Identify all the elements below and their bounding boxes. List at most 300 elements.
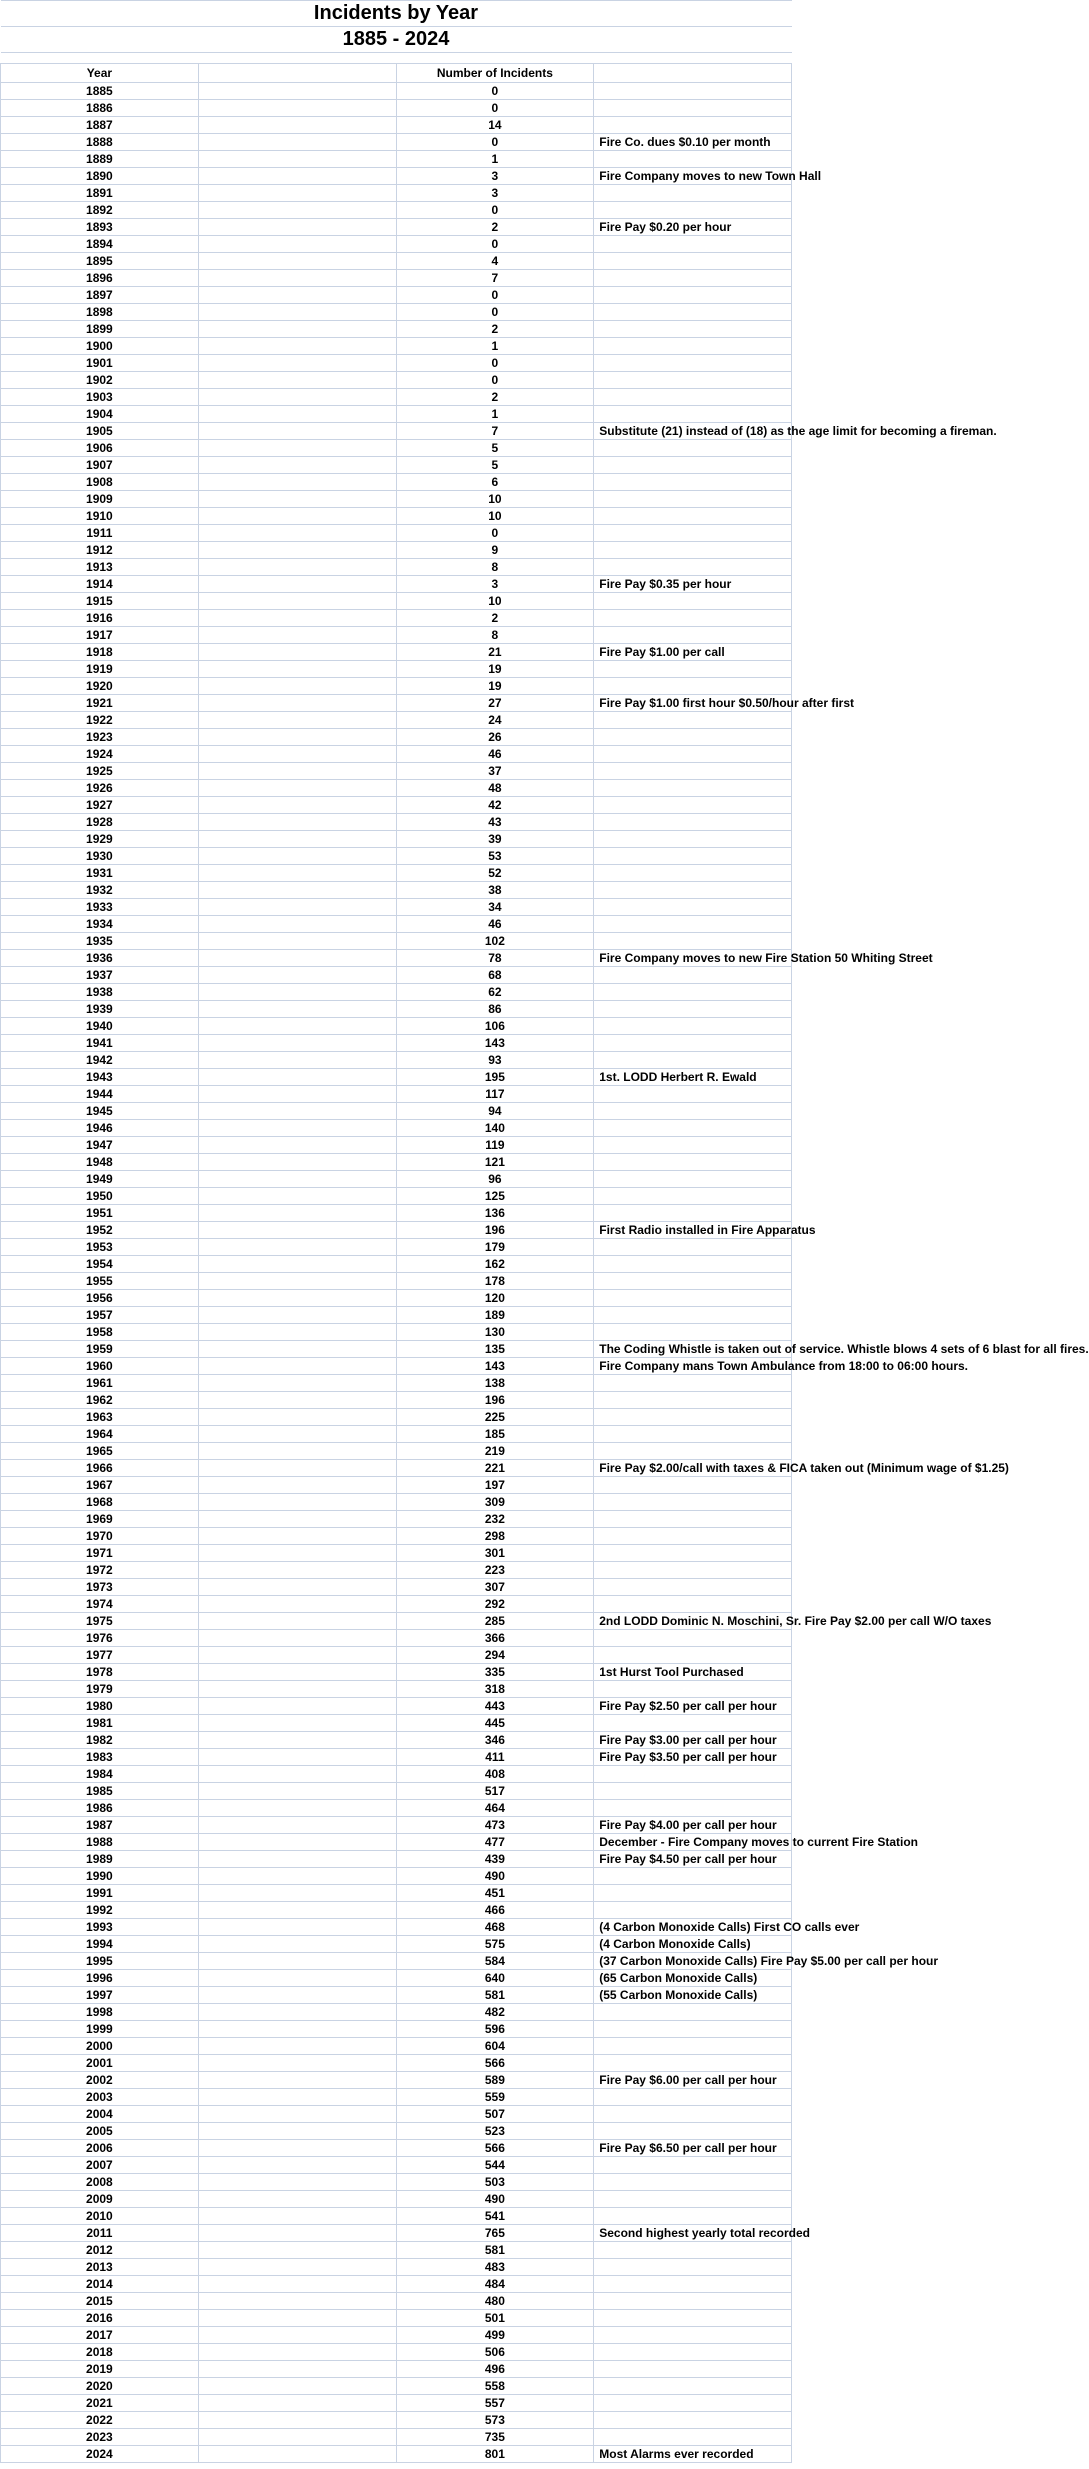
blank-cell [198,2293,396,2310]
spacer-row [1,53,792,64]
year-cell: 1919 [1,661,199,678]
blank-cell [198,1222,396,1239]
incident-count-cell: 408 [396,1766,594,1783]
blank-cell [198,2021,396,2038]
incident-count-cell: 604 [396,2038,594,2055]
incident-count-cell: 581 [396,1987,594,2004]
table-row [1,1936,792,1953]
year-cell: 2023 [1,2429,199,2446]
note-cell [594,2174,792,2191]
incident-count-cell: 496 [396,2361,594,2378]
table-row [1,287,792,304]
note-cell: Fire Company moves to new Town Hall [594,168,792,185]
year-cell: 1984 [1,1766,199,1783]
year-cell: 2002 [1,2072,199,2089]
note-cell [594,2259,792,2276]
incident-count-cell: 468 [396,1919,594,1936]
blank-cell [198,1256,396,1273]
year-cell: 1987 [1,1817,199,1834]
table-row [1,1460,792,1477]
incident-count-cell: 225 [396,1409,594,1426]
note-cell [594,1273,792,1290]
table-row [1,763,792,780]
blank-cell [198,1834,396,1851]
year-cell: 1920 [1,678,199,695]
blank-cell [198,593,396,610]
incident-count-cell: 46 [396,916,594,933]
note-cell [594,1511,792,1528]
year-cell: 1953 [1,1239,199,1256]
year-cell: 1933 [1,899,199,916]
note-cell [594,678,792,695]
note-cell: The Coding Whistle is taken out of service. Whistle blows 4 sets of 6 blast for all fires. [594,1341,792,1358]
year-cell: 1995 [1,1953,199,1970]
incident-count-cell: 7 [396,423,594,440]
year-cell: 1971 [1,1545,199,1562]
table-row [1,440,792,457]
incident-count-cell: 102 [396,933,594,950]
note-cell [594,1120,792,1137]
incident-count-cell: 117 [396,1086,594,1103]
incident-count-cell: 307 [396,1579,594,1596]
year-cell: 1944 [1,1086,199,1103]
incident-count-cell: 366 [396,1630,594,1647]
note-cell [594,763,792,780]
blank-cell [198,2055,396,2072]
table-row [1,270,792,287]
year-cell: 1993 [1,1919,199,1936]
incident-count-cell: 130 [396,1324,594,1341]
year-cell: 1934 [1,916,199,933]
blank-cell [198,729,396,746]
incident-count-cell: 477 [396,1834,594,1851]
table-row [1,2174,792,2191]
blank-cell [198,1001,396,1018]
blank-cell [198,2106,396,2123]
year-cell: 1888 [1,134,199,151]
blank-cell [198,1307,396,1324]
note-cell: First Radio installed in Fire Apparatus [594,1222,792,1239]
table-row [1,1579,792,1596]
blank-cell [198,1426,396,1443]
table-row [1,1069,792,1086]
year-cell: 1989 [1,1851,199,1868]
incident-count-cell: 138 [396,1375,594,1392]
blank-cell [198,1715,396,1732]
incident-count-cell: 143 [396,1358,594,1375]
table-row [1,1851,792,1868]
year-cell: 1997 [1,1987,199,2004]
table-row [1,423,792,440]
note-cell [594,185,792,202]
year-cell: 1906 [1,440,199,457]
note-cell [594,2344,792,2361]
incident-count-cell: 8 [396,559,594,576]
table-row [1,1477,792,1494]
blank-cell [198,338,396,355]
year-cell: 1961 [1,1375,199,1392]
blank-cell [198,2259,396,2276]
incident-count-cell: 195 [396,1069,594,1086]
incident-count-cell: 136 [396,1205,594,1222]
table-row [1,1103,792,1120]
incident-count-cell: 0 [396,236,594,253]
table-row [1,474,792,491]
year-cell: 2016 [1,2310,199,2327]
table-row [1,899,792,916]
note-cell [594,1715,792,1732]
note-cell [594,457,792,474]
blank-header [198,64,396,83]
year-cell: 1926 [1,780,199,797]
table-row [1,1273,792,1290]
year-cell: 2022 [1,2412,199,2429]
incident-count-cell: 34 [396,899,594,916]
year-cell: 1947 [1,1137,199,1154]
blank-cell [198,1970,396,1987]
header-row [1,64,792,83]
year-cell: 1970 [1,1528,199,1545]
blank-cell [198,848,396,865]
note-cell: Fire Co. dues $0.10 per month [594,134,792,151]
incident-count-cell: 484 [396,2276,594,2293]
note-cell [594,2412,792,2429]
incident-count-cell: 443 [396,1698,594,1715]
note-cell: Substitute (21) instead of (18) as the age limit for becoming a fireman. [594,423,792,440]
year-cell: 1893 [1,219,199,236]
blank-cell [198,882,396,899]
table-row [1,1392,792,1409]
note-cell [594,1630,792,1647]
blank-cell [198,1936,396,1953]
incident-count-cell: 640 [396,1970,594,1987]
note-cell: Fire Pay $4.50 per call per hour [594,1851,792,1868]
blank-cell [198,2412,396,2429]
note-cell [594,2004,792,2021]
incident-count-cell: 1 [396,406,594,423]
year-cell: 1917 [1,627,199,644]
year-cell: 1936 [1,950,199,967]
note-cell [594,406,792,423]
table-row [1,712,792,729]
table-row [1,1766,792,1783]
year-header: Year [1,64,199,83]
blank-cell [198,661,396,678]
note-cell: Fire Pay $3.00 per call per hour [594,1732,792,1749]
year-cell: 1998 [1,2004,199,2021]
table-row [1,2293,792,2310]
blank-cell [198,2225,396,2242]
year-cell: 1954 [1,1256,199,1273]
note-cell [594,814,792,831]
year-cell: 1969 [1,1511,199,1528]
year-cell: 1965 [1,1443,199,1460]
table-row [1,1562,792,1579]
note-cell [594,1239,792,1256]
year-cell: 1964 [1,1426,199,1443]
incident-count-cell: 523 [396,2123,594,2140]
note-cell [594,2310,792,2327]
note-cell: Fire Pay $6.00 per call per hour [594,2072,792,2089]
note-cell [594,1681,792,1698]
blank-cell [198,1953,396,1970]
note-cell [594,1579,792,1596]
incident-count-cell: 162 [396,1256,594,1273]
year-cell: 1975 [1,1613,199,1630]
year-cell: 2014 [1,2276,199,2293]
year-cell: 1941 [1,1035,199,1052]
table-row [1,1171,792,1188]
incident-count-cell: 135 [396,1341,594,1358]
table-row [1,950,792,967]
sheet-subtitle: 1885 - 2024 [1,27,792,53]
blank-cell [198,1103,396,1120]
incident-count-cell: 62 [396,984,594,1001]
blank-cell [198,1137,396,1154]
note-cell: (4 Carbon Monoxide Calls) [594,1936,792,1953]
table-row [1,1154,792,1171]
year-cell: 1921 [1,695,199,712]
year-cell: 1994 [1,1936,199,1953]
year-cell: 1931 [1,865,199,882]
year-cell: 1956 [1,1290,199,1307]
note-cell [594,1018,792,1035]
note-cell [594,1766,792,1783]
incident-count-cell: 544 [396,2157,594,2174]
year-cell: 1990 [1,1868,199,1885]
incident-count-cell: 37 [396,763,594,780]
year-cell: 1909 [1,491,199,508]
note-cell [594,1103,792,1120]
year-cell: 1890 [1,168,199,185]
incident-count-cell: 93 [396,1052,594,1069]
blank-cell [198,2344,396,2361]
note-cell: Fire Pay $0.35 per hour [594,576,792,593]
table-row [1,916,792,933]
year-cell: 1979 [1,1681,199,1698]
blank-cell [198,2123,396,2140]
year-cell: 1976 [1,1630,199,1647]
blank-cell [198,457,396,474]
table-row [1,1001,792,1018]
note-cell [594,1052,792,1069]
table-row [1,372,792,389]
note-cell [594,916,792,933]
blank-cell [198,865,396,882]
note-cell [594,797,792,814]
incident-count-cell: 119 [396,1137,594,1154]
incident-count-cell: 506 [396,2344,594,2361]
table-row [1,2259,792,2276]
year-cell: 1942 [1,1052,199,1069]
blank-cell [198,287,396,304]
table-row [1,304,792,321]
blank-cell [198,2208,396,2225]
year-cell: 2007 [1,2157,199,2174]
note-cell [594,100,792,117]
year-cell: 1948 [1,1154,199,1171]
year-cell: 1892 [1,202,199,219]
table-row [1,1783,792,1800]
note-cell [594,304,792,321]
year-cell: 1978 [1,1664,199,1681]
blank-cell [198,1647,396,1664]
incident-count-cell: 39 [396,831,594,848]
blank-cell [198,1069,396,1086]
blank-cell [198,1120,396,1137]
table-row [1,1307,792,1324]
blank-cell [198,2378,396,2395]
note-cell [594,440,792,457]
note-cell [594,627,792,644]
blank-cell [198,2089,396,2106]
blank-cell [198,1766,396,1783]
note-cell [594,1868,792,1885]
note-cell [594,593,792,610]
note-cell: Fire Pay $0.20 per hour [594,219,792,236]
year-cell: 2017 [1,2327,199,2344]
year-cell: 1950 [1,1188,199,1205]
note-cell [594,1086,792,1103]
blank-cell [198,508,396,525]
blank-cell [198,627,396,644]
year-cell: 2010 [1,2208,199,2225]
note-cell: Fire Company moves to new Fire Station 50 Whiting Street [594,950,792,967]
blank-cell [198,763,396,780]
note-cell [594,1290,792,1307]
year-cell: 1916 [1,610,199,627]
table-row [1,219,792,236]
note-cell [594,2191,792,2208]
table-row [1,1987,792,2004]
year-cell: 1996 [1,1970,199,1987]
note-cell [594,253,792,270]
incident-count-cell: 2 [396,219,594,236]
year-cell: 2006 [1,2140,199,2157]
table-row [1,2106,792,2123]
incident-count-cell: 735 [396,2429,594,2446]
year-cell: 1913 [1,559,199,576]
table-row [1,2242,792,2259]
blank-cell [198,1528,396,1545]
table-row [1,253,792,270]
note-cell: Second highest yearly total recorded [594,2225,792,2242]
year-cell: 1891 [1,185,199,202]
note-cell: (65 Carbon Monoxide Calls) [594,1970,792,1987]
blank-cell [198,814,396,831]
table-row [1,865,792,882]
note-cell [594,1902,792,1919]
incident-count-cell: 0 [396,355,594,372]
incident-count-cell: 301 [396,1545,594,1562]
blank-cell [198,644,396,661]
year-cell: 1911 [1,525,199,542]
table-row [1,1545,792,1562]
table-row [1,1970,792,1987]
blank-cell [198,185,396,202]
incident-count-cell: 596 [396,2021,594,2038]
incident-count-cell: 6 [396,474,594,491]
table-row [1,1613,792,1630]
note-cell [594,117,792,134]
note-cell [594,151,792,168]
incident-count-cell: 4 [396,253,594,270]
note-cell [594,848,792,865]
incident-count-cell: 3 [396,168,594,185]
incident-count-cell: 501 [396,2310,594,2327]
table-row [1,780,792,797]
blank-cell [198,610,396,627]
table-row [1,2446,792,2463]
note-cell [594,780,792,797]
blank-cell [198,474,396,491]
year-cell: 1981 [1,1715,199,1732]
table-row [1,610,792,627]
year-cell: 2011 [1,2225,199,2242]
incident-count-cell: 21 [396,644,594,661]
blank-cell [198,1749,396,1766]
blank-cell [198,440,396,457]
note-cell [594,202,792,219]
incident-count-cell: 24 [396,712,594,729]
year-cell: 1899 [1,321,199,338]
note-cell [594,1494,792,1511]
incident-count-cell: 0 [396,372,594,389]
year-cell: 1988 [1,1834,199,1851]
blank-cell [198,2072,396,2089]
year-cell: 2021 [1,2395,199,2412]
note-cell: (4 Carbon Monoxide Calls) First CO calls ever [594,1919,792,1936]
incidents-header: Number of Incidents [396,64,594,83]
blank-cell [198,151,396,168]
table-row [1,1953,792,1970]
year-cell: 1977 [1,1647,199,1664]
year-cell: 1960 [1,1358,199,1375]
blank-cell [198,525,396,542]
note-cell [594,1188,792,1205]
table-row [1,1528,792,1545]
blank-cell [198,1392,396,1409]
incident-count-cell: 52 [396,865,594,882]
incident-count-cell: 466 [396,1902,594,1919]
blank-cell [198,2429,396,2446]
blank-cell [198,1154,396,1171]
year-cell: 1972 [1,1562,199,1579]
blank-cell [198,797,396,814]
blank-cell [198,2157,396,2174]
table-row [1,406,792,423]
incident-count-cell: 335 [396,1664,594,1681]
blank-cell [198,304,396,321]
blank-cell [198,1545,396,1562]
blank-cell [198,1800,396,1817]
note-cell [594,1426,792,1443]
table-row [1,185,792,202]
incident-count-cell: 0 [396,304,594,321]
incident-count-cell: 140 [396,1120,594,1137]
table-row [1,627,792,644]
note-cell [594,2429,792,2446]
table-row [1,389,792,406]
table-row [1,831,792,848]
incident-count-cell: 575 [396,1936,594,1953]
table-row [1,1137,792,1154]
incident-count-cell: 27 [396,695,594,712]
year-cell: 1967 [1,1477,199,1494]
table-row [1,83,792,100]
incident-count-cell: 196 [396,1222,594,1239]
note-cell [594,355,792,372]
